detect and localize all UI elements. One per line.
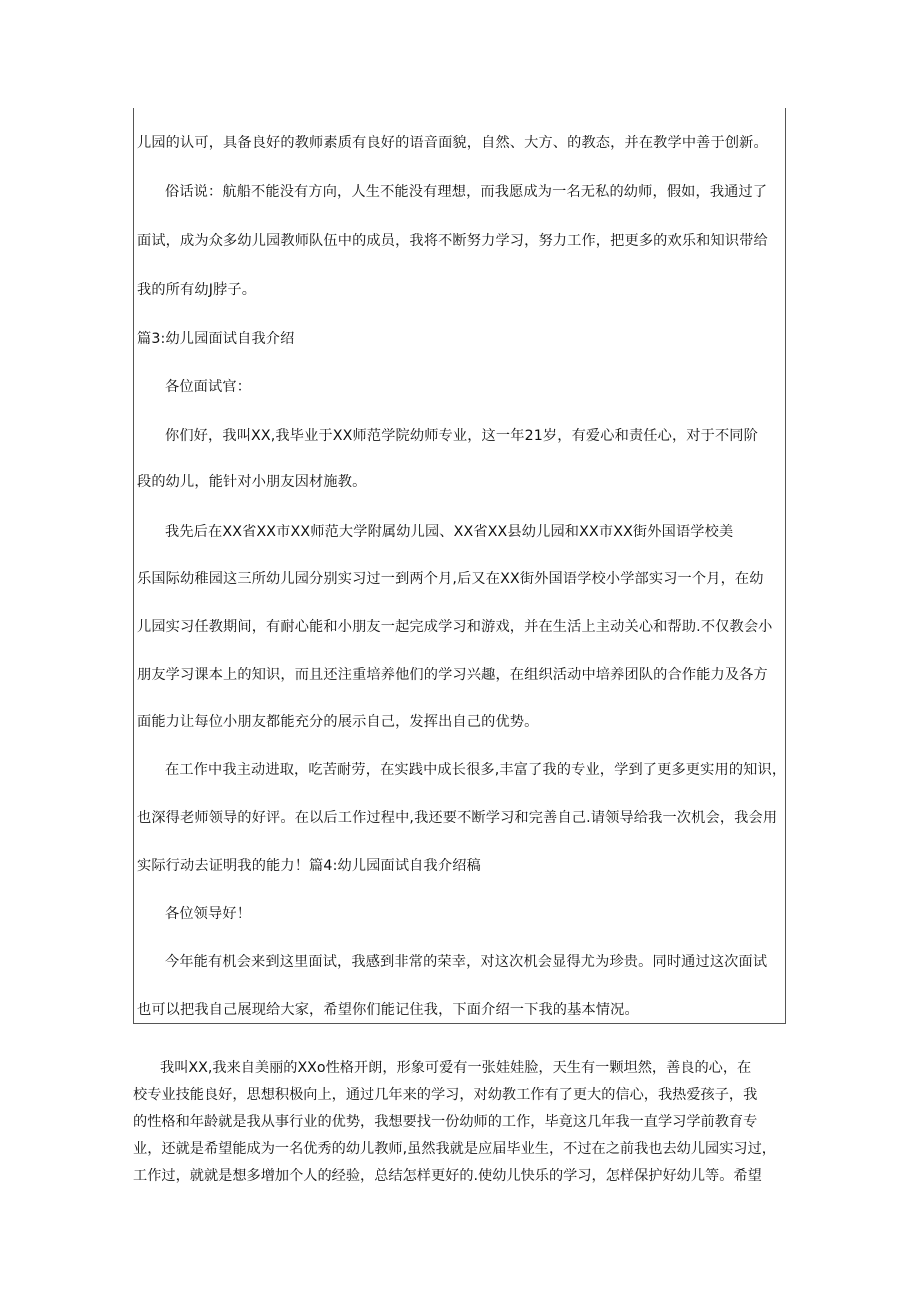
text-line: 我先后在XX省XX市XX师范大学附属幼儿园、XX省XX县幼儿园和XX市XX街外国语学校美 [165, 524, 734, 540]
salutation: 各位领导好！ [165, 906, 252, 922]
section-heading: 篇3:幼儿园面试自我介绍 [137, 331, 295, 347]
text-line: 的性格和年龄就是我从事行业的优势，我想要找一份幼师的工作，毕竟这几年我一直学习学前教育专 [133, 1114, 758, 1130]
text-line: 我的所有幼J脖子。 [137, 282, 257, 298]
text-line: 工作过，就就是想多增加个人的经验，总结怎样更好的.使幼儿快乐的学习，怎样保护好幼儿等。希望 [133, 1168, 762, 1184]
text-line: 今年能有机会来到这里面试，我感到非常的荣幸，对这次机会显得尤为珍贵。同时通过这次面试 [165, 954, 768, 970]
text-line: 业，还就是希望能成为一名优秀的幼儿教师,虽然我就是应届毕业生，不过在之前我也去幼儿园实习过， [133, 1141, 776, 1157]
text-line: 你们好，我叫XX,我毕业于XX师范学院幼师专业，这一年21岁，有爱心和责任心，对于不同阶 [165, 428, 758, 444]
text-line: 校专业技能良好，思想积极向上，通过几年来的学习，对幼教工作有了更大的信心，我热爱孩子，我 [133, 1087, 758, 1103]
text-line: 也可以把我自己展现给大家，希望你们能记住我，下面介绍一下我的基本情况。 [137, 1002, 639, 1018]
text-line: 朋友学习课本上的知识，而且还注重培养他们的学习兴趣，在组织活动中培养团队的合作能力及各方 [137, 667, 768, 683]
text-line: 面能力让每位小朋友都能充分的展示自己，发挥出自己的优势。 [137, 714, 539, 730]
text-line: 也深得老师领导的好评。在以后工作过程中,我还要不断学习和完善自己.请领导给我一次机会，我会用 [137, 810, 778, 826]
text-line: 在工作中我主动进取，吃苦耐劳，在实践中成长很多,丰富了我的专业，学到了更多更实用的知识， [165, 762, 787, 778]
text-line: 俗话说：航船不能没有方向，人生不能没有理想，而我愿成为一名无私的幼师，假如，我通过了 [165, 184, 768, 200]
text-line: 我叫XX,我来自美丽的XXo性格开朗，形象可爱有一张娃娃脸，天生有一颗坦然，善良的心，在 [160, 1060, 752, 1076]
text-line: 面试，成为众多幼儿园教师队伍中的成员，我将不断努力学习，努力工作，把更多的欢乐和知识带给 [137, 233, 768, 249]
text-line: 儿园实习任教期间，有耐心能和小朋友一起完成学习和游戏，并在生活上主动关心和帮助.不仅教会小 [137, 619, 773, 635]
text-line: 实际行动去证明我的能力！篇4:幼儿园面试自我介绍稿 [137, 858, 481, 874]
text-line: 儿园的认可，具备良好的教师素质有良好的语音面貌，自然、大方、的教态，并在教学中善于创新。 [137, 135, 768, 151]
salutation: 各位面试官： [165, 379, 252, 395]
text-line: 乐国际幼稚园这三所幼儿园分别实习过一到两个月,后又在XX街外国语学校小学部实习一个月，在幼 [137, 571, 764, 587]
text-line: 段的幼儿，能针对小朋友因材施教。 [137, 474, 367, 490]
